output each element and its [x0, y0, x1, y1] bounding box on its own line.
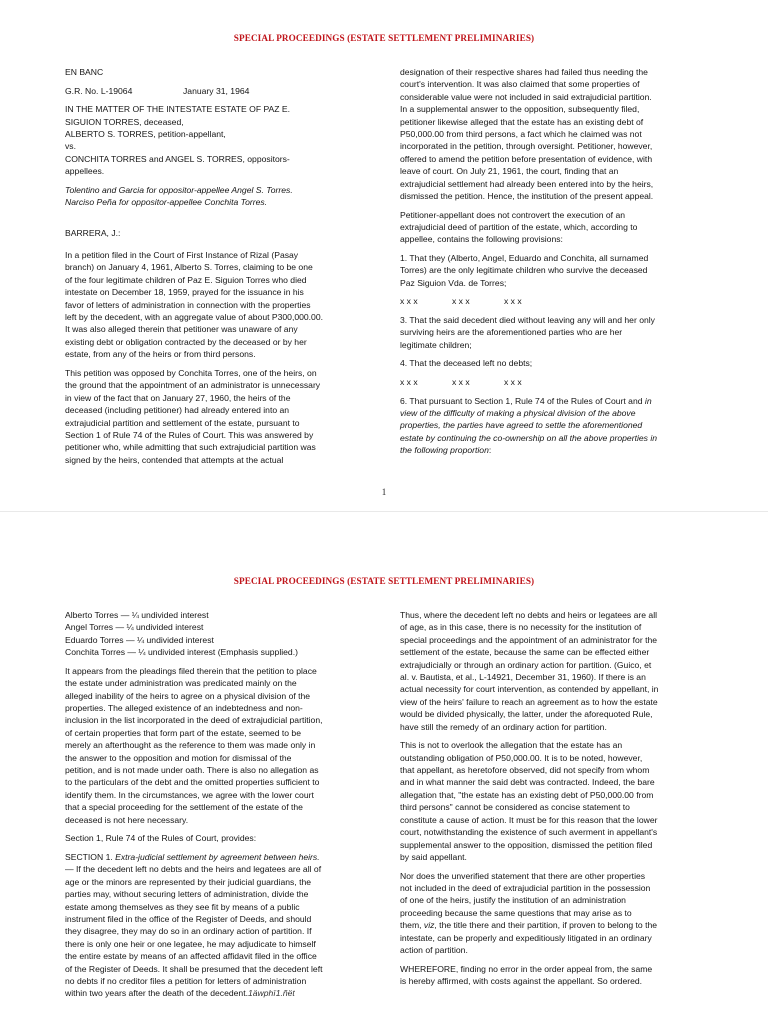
- text-line: designation of their respective shares had failed thus needing the: [400, 67, 648, 77]
- caption-line: appellees.: [65, 166, 105, 177]
- text-line: court's intervention. It was also claimed that some properties of: [400, 79, 640, 90]
- text-line: no debts if no creditor files a petition for letters of administration: [65, 975, 307, 986]
- document-page-2: [0, 512, 768, 1024]
- text-line: favor of letters of administration in connection with the properties: [65, 299, 311, 310]
- text-line: of the Register of Deeds. It shall be presumed that the decedent left: [65, 963, 323, 974]
- text-run: :: [488, 445, 492, 456]
- text-line: al. v. Bautista, et al., L-14921, December 31, 1960). If there is an: [400, 672, 646, 683]
- ponente: BARRERA, J.:: [65, 227, 121, 238]
- text-line: 3. That the said decedent died without leaving any will and her only: [400, 315, 655, 326]
- text-line: to the particulars of the debt and the omitted properties sufficient to: [65, 777, 320, 788]
- counsel-block: [65, 184, 383, 209]
- emphasis-line: estate by continuing the co-ownership on all the above properties in: [400, 432, 658, 443]
- text-line: [400, 444, 718, 456]
- text-line: considerable value were not included in said extrajudicial partition.: [400, 91, 652, 102]
- caption-line: CONCHITA TORRES and ANGEL S. TORRES, oppositors-: [65, 153, 290, 164]
- right-column: [400, 609, 718, 987]
- text-line: have still the remedy of an ordinary action for partition.: [400, 721, 607, 732]
- text-line: left by the decedent, with an aggregate value of about P300,000.00.: [65, 312, 324, 323]
- text-line: view of the heirs' failure to reach an agreement as to how the estate: [400, 696, 658, 707]
- text-line: there is only one heir or one legatee, he may adjudicate to himself: [65, 938, 316, 949]
- text-line: extrajudicial deed of partition of the estate, which, according to: [400, 222, 638, 233]
- text-line: This petition was opposed by Conchita Torres, one of the heirs, on: [65, 367, 317, 378]
- emphasis-line: view of the difficulty of making a physical division of the above: [400, 408, 636, 419]
- text-line: In a petition filed in the Court of First Instance of Rizal (Pasay: [65, 250, 299, 261]
- text-line: deceased (including petitioner) had already entered into an: [65, 405, 290, 416]
- text-line: extrajudicial settlement had already been entered into by the heirs,: [400, 178, 654, 189]
- text-line: would be divided physically, the latter, under the aforequoted Rule,: [400, 709, 653, 720]
- text-line: special proceedings and the appointment of an administrator for the: [400, 634, 658, 645]
- text-line: constitute a cause of action. It must be for this reason that the lower: [400, 814, 658, 825]
- paragraph: Section 1, Rule 74 of the Rules of Court, provides:: [65, 833, 257, 844]
- omission-mark: x x x: [504, 377, 522, 388]
- text-run: 6. That pursuant to Section 1, Rule 74 of the Rules of Court and: [400, 395, 645, 406]
- paragraph: [65, 249, 383, 361]
- text-line: not included in the deed of extrajudicial partition in the possession: [400, 882, 651, 893]
- page-header: SPECIAL PROCEEDINGS (ESTATE SETTLEMENT PRELIMINARIES): [233, 33, 535, 43]
- text-line: WHEREFORE, finding no error in the order appeal from, the same: [400, 963, 653, 974]
- text-line: Paz Siguion Vda. de Torres;: [400, 277, 507, 288]
- text-line: instrument filed in the office of the Register of Deeds, and should: [65, 913, 312, 924]
- text-line: settlement of the estate, because the same can be effected either: [400, 647, 650, 658]
- text-line: they disagree, they may do so in an ordinary action of partition. If: [65, 926, 312, 937]
- text-line: estate, from any of the heirs or from third persons.: [65, 349, 256, 360]
- text-line: Nor does the unverified statement that there are other properties: [400, 870, 646, 881]
- paragraph: [400, 66, 718, 202]
- caption-line: SIGUION TORRES, deceased,: [65, 116, 184, 127]
- text-line: leave of court. On July 21, 1961, the court, finding that an: [400, 166, 619, 177]
- text-line: intestate on December 18, 1959, prayed for the issuance in his: [65, 287, 304, 298]
- share-item: Conchita Torres — ¼ undivided interest (Emphasis supplied.): [65, 647, 298, 658]
- text-line: that a special proceeding for the settlement of the estate of the: [65, 802, 303, 813]
- text-line: dismissed the petition. Hence, the institution of the present appeal.: [400, 191, 654, 202]
- text-line: actual necessity for court intervention, as contended by appellant, in: [400, 684, 659, 695]
- text-line: age or the minors are represented by their judicial guardians, the: [65, 876, 312, 887]
- text-line: [65, 987, 383, 999]
- text-line: It was also alleged therein that petitioner was unaware of any: [65, 324, 298, 335]
- text-line: Torres) are the only legitimate children who survive the deceased: [400, 265, 648, 276]
- paragraph: [400, 870, 718, 957]
- emphasis-text: viz: [423, 920, 435, 931]
- text-line: in view of the fact that on January 27, 1960, the heirs of the: [65, 392, 291, 403]
- text-line: [65, 851, 383, 863]
- text-line: the entire estate by means of an affected affidavit filed in the office: [65, 951, 317, 962]
- text-line: outstanding obligation of P50,000.00. It is to be noted, however,: [400, 752, 643, 763]
- text-line: deceased is not here necessary.: [65, 814, 189, 825]
- omission-mark: x x x: [400, 296, 418, 307]
- omission-marks: [400, 295, 718, 307]
- text-line: supplemental answer to the opposition, dismissed the petition filed: [400, 839, 653, 850]
- paragraph: [400, 609, 718, 733]
- text-line: extrajudicial partition and settlement of the estate, pursuant to: [65, 417, 300, 428]
- page-header: SPECIAL PROCEEDINGS (ESTATE SETTLEMENT PRELIMINARIES): [233, 576, 535, 586]
- provision-item: 4. That the deceased left no debts;: [400, 358, 533, 369]
- text-line: of age, as in this case, there is no necessity for the institution of: [400, 622, 642, 633]
- text-line: In a supplemental answer to the opposition, subsequently filed,: [400, 104, 640, 115]
- text-line: proceeding because the same questions that may arise as to: [400, 907, 632, 918]
- text-line: P50,000.00 from third persons, a fact which he claimed was not: [400, 129, 642, 140]
- text-run: them,: [400, 920, 424, 931]
- text-line: and in what manner the said debt was contracted. Indeed, the bare: [400, 777, 655, 788]
- text-line: third persons" cannot be considered as concise statement to: [400, 802, 630, 813]
- paragraph: [65, 665, 383, 826]
- text-line: of one of the heirs, justify the institution of an administration: [400, 895, 626, 906]
- text-run: within two years after the death of the decedent.: [65, 988, 248, 999]
- text-line: Section 1 of Rule 74 of the Rules of Court. This was answered by: [65, 429, 314, 440]
- section-title: Extra-judicial settlement by agreement between heirs.: [115, 851, 320, 862]
- omission-mark: x x x: [452, 296, 470, 307]
- right-column: [400, 66, 718, 457]
- provision-item: [400, 314, 718, 351]
- omission-marks: [400, 376, 718, 388]
- provision-item: [400, 252, 718, 289]
- text-line: surviving heirs are the aforementioned parties who are her: [400, 327, 623, 338]
- text-line: Thus, where the decedent left no debts and heirs or legatees are all: [400, 610, 658, 620]
- text-line: extrajudicially or through an ordinary action for partition. (Guico, et: [400, 659, 652, 670]
- left-column: [65, 609, 383, 1000]
- counsel-line: Narciso Peña for oppositor-appellee Conchita Torres.: [65, 197, 268, 208]
- share-list: [65, 609, 383, 659]
- emphasis-text: the following proportion: [400, 445, 489, 456]
- paragraph: [400, 209, 718, 246]
- text-line: the ground that the appointment of an administrator is unnecessary: [65, 380, 321, 391]
- text-line: legitimate children;: [400, 339, 472, 350]
- text-line: alleged inability of the heirs to agree on a physical division of the: [65, 690, 311, 701]
- text-line: petition, and is not made under oath. There is also no allegation as: [65, 765, 319, 776]
- text-line: appellee, contains the following provisions:: [400, 234, 563, 245]
- paragraph: [400, 739, 718, 863]
- counsel-line: Tolentino and Garcia for oppositor-appellee Angel S. Torres.: [65, 184, 293, 195]
- share-item: Alberto Torres — ¼ undivided interest: [65, 610, 209, 620]
- text-line: the answer to the opposition and motion for dismissal of the: [65, 752, 292, 763]
- text-line: offered to amend the petition before presentation of evidence, with: [400, 153, 653, 164]
- caption-line: IN THE MATTER OF THE INTESTATE ESTATE OF PAZ E.: [65, 104, 291, 115]
- left-column: [65, 66, 383, 466]
- watermark-text: 1äwphï1.ñët: [247, 988, 295, 999]
- omission-mark: x x x: [452, 377, 470, 388]
- share-item: Eduardo Torres — ¼ undivided interest: [65, 634, 214, 645]
- caption-line: ALBERTO S. TORRES, petition-appellant,: [65, 129, 226, 139]
- text-line: estate among themselves as they see fit by means of a public: [65, 901, 300, 912]
- provision-item: [400, 395, 718, 457]
- rule-quote: [65, 851, 383, 1000]
- text-line: that appellant, as heretofore observed, did not specify from whom: [400, 765, 650, 776]
- court-label: EN BANC: [65, 67, 104, 77]
- text-line: the estate under administration was predicated mainly on the: [65, 678, 297, 689]
- text-line: inclusion in the list incorporated in the deed of extrajudicial partition,: [65, 715, 323, 726]
- paragraph: [65, 367, 383, 466]
- case-number-line: [65, 85, 383, 97]
- text-line: properties. The alleged existence of an indebtedness and non-: [65, 703, 303, 714]
- emphasis-text: in: [644, 395, 652, 406]
- gr-number: G.R. No. L-19064: [65, 85, 133, 96]
- text-line: signed by the heirs, contended that attempts at the actual: [65, 454, 284, 465]
- text-line: by said appellant.: [400, 851, 467, 862]
- caption-line: vs.: [65, 141, 76, 152]
- omission-mark: x x x: [504, 296, 522, 307]
- text-line: merely an afterthought as the reference to them was made only in: [65, 740, 316, 751]
- dispositive-paragraph: [400, 963, 718, 988]
- text-line: court, notwithstanding the existence of such averment in appellant's: [400, 827, 658, 838]
- text-line: existing debt or obligation contracted by the deceased or by her: [65, 336, 307, 347]
- text-line: action of partition.: [400, 944, 468, 955]
- text-line: allegation that, "the estate has an existing debt of P50,000.00 from: [400, 789, 654, 800]
- text-line: 1. That they (Alberto, Angel, Eduardo and Conchita, all surnamed: [400, 253, 649, 264]
- text-line: of the four legitimate children of Paz E. Siguion Torres who died: [65, 274, 307, 285]
- text-line: It appears from the pleadings filed therein that the petition to place: [65, 665, 317, 676]
- text-line: intestate, can be properly and expeditiously litigated in an ordinary: [400, 932, 652, 943]
- text-line: incorporated in the petition, through oversight. Petitioner, however,: [400, 141, 653, 152]
- text-line: branch) on January 4, 1961, Alberto S. Torres, claiming to be one: [65, 262, 313, 273]
- page-number: 1: [381, 487, 387, 497]
- omission-mark: x x x: [400, 377, 418, 388]
- text-line: petitioner who, while admitting that such extrajudicial partition was: [65, 442, 316, 453]
- text-line: parties may, without securing letters of administration, divide the: [65, 889, 309, 900]
- decision-date: January 31, 1964: [183, 85, 250, 96]
- text-line: [400, 919, 718, 931]
- text-line: identify them. In the circumstances, we agree with the lower court: [65, 789, 314, 800]
- section-number: SECTION 1.: [65, 851, 116, 862]
- text-line: — If the decedent left no debts and the heirs and legatees are all of: [65, 864, 322, 875]
- case-caption: [65, 103, 383, 177]
- text-line: of certain properties that form part of the estate, seemed to be: [65, 727, 301, 738]
- text-line: petitioner likewise alleged that the estate has an existing debt of: [400, 116, 644, 127]
- text-line: Petitioner-appellant does not controvert the execution of an: [400, 209, 626, 220]
- text-line: [400, 395, 718, 407]
- text-line: is hereby affirmed, with costs against the appellant. So ordered.: [400, 975, 643, 986]
- emphasis-line: properties, the parties have agreed to settle the aforementioned: [400, 420, 643, 431]
- share-item: Angel Torres — ¼ undivided interest: [65, 622, 204, 633]
- text-line: This is not to overlook the allegation that the estate has an: [400, 740, 623, 751]
- text-run: , the title there and their partition, if proven to belong to the: [434, 920, 658, 931]
